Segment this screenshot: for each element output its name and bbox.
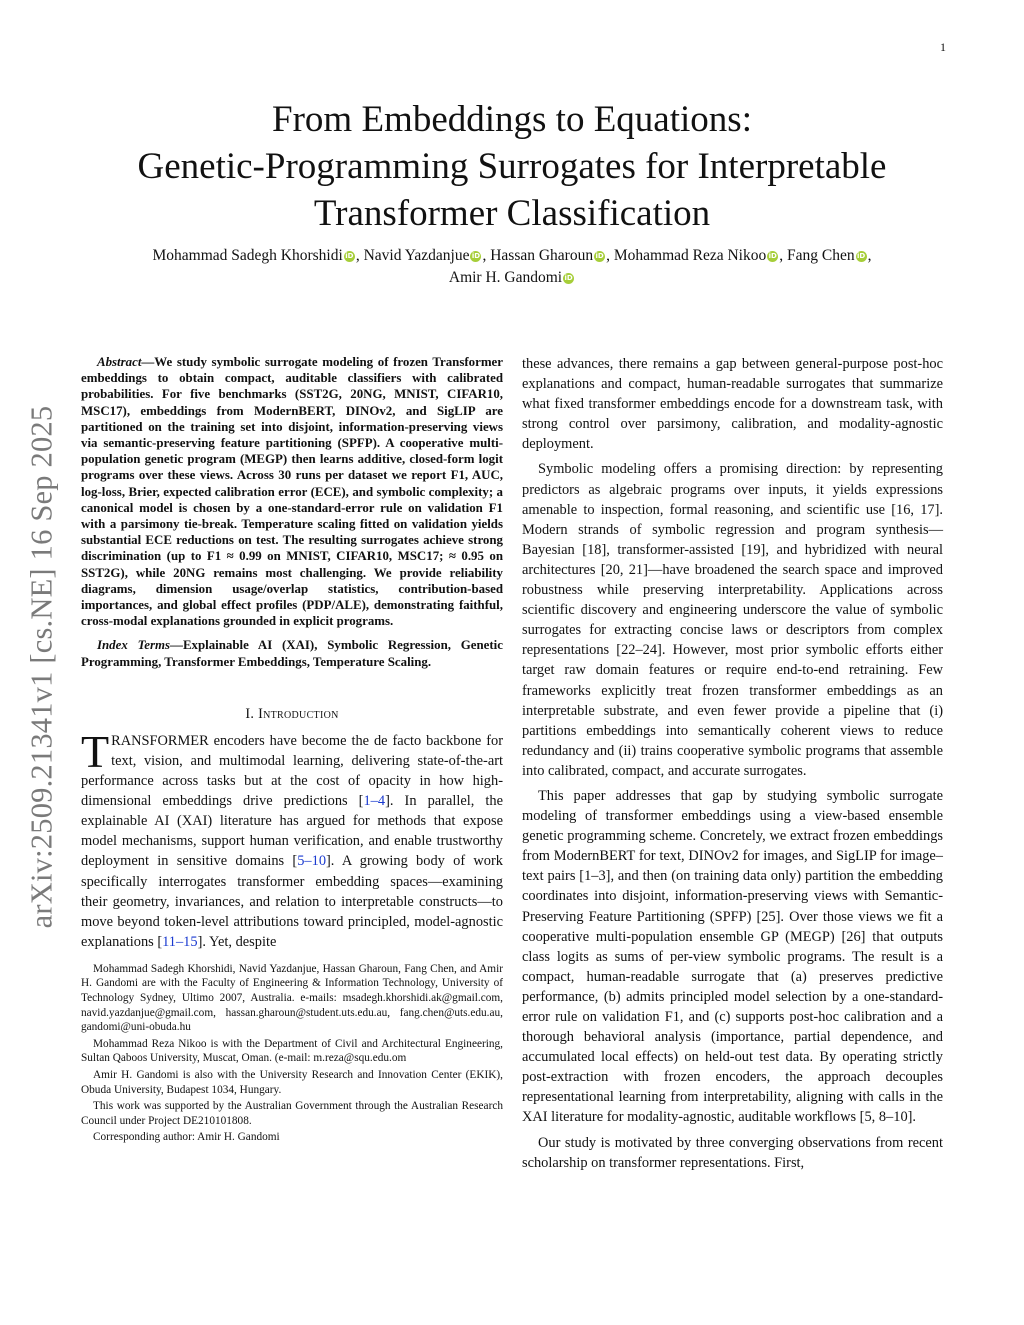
section-title: Introduction: [258, 705, 339, 722]
footnote: Mohammad Reza Nikoo is with the Department of Civil and Architectural Engineering, Sultan Qaboos University, Muscat, Oman. (e-mail: m.reza@squ.edu.om: [81, 1037, 503, 1065]
arxiv-sidebar: [20, 372, 64, 962]
orcid-icon[interactable]: iD: [564, 274, 573, 282]
paragraph: these advances, there remains a gap between general-purpose post-hoc explanations and compact, human-readable surrogates that summarize what fixed transformer embeddings encode for a downstream task, with strong control over parsimony, calibration, and modality-agnostic deployment.: [522, 356, 943, 453]
author-name: Mohammad Reza Nikoo: [613, 247, 767, 264]
orcid-icon[interactable]: iD: [768, 252, 777, 260]
title-line-3: Transformer Classification: [313, 193, 711, 234]
author-name: Mohammad Sadegh Khorshidi: [152, 247, 343, 264]
first-word-rest: RANSFORMER: [111, 732, 209, 749]
citation-link[interactable]: 11–15: [162, 933, 198, 950]
author-name: Navid Yazdanjue: [363, 247, 470, 264]
orcid-icon[interactable]: iD: [345, 252, 354, 260]
arxiv-identifier: arXiv:2509.21341v1 [cs.NE] 16 Sep 2025: [24, 405, 59, 929]
intro-text: ]. In parallel, the explainable AI (XAI) literature has argued for methods that expose model mechanisms, support human verification, and enable trustworthy deployment in sensitive domains [: [81, 793, 503, 870]
left-column: [81, 354, 503, 1147]
intro-text: ]. A growing body of work specifically interrogates transformer embedding spaces—examining their geometry, invariances, and relation to interpretable constructs—to move beyond token-level attributions toward principled, model-agnostic explanations [: [81, 853, 503, 950]
abstract-label: Abstract: [97, 355, 142, 369]
orcid-icon[interactable]: iD: [856, 252, 866, 260]
author-name: Amir H. Gandomi: [448, 269, 563, 286]
intro-paragraph: [81, 725, 503, 952]
paragraph: This paper addresses that gap by studying symbolic surrogate modeling of transformer embeddings using a view-based ensemble genetic programming scheme. Concretely, we extract frozen embeddings from ModernBERT for text, DINOv2 for images, and SigLIP for image–text pairs [1–3], and then (on training data only) partition the embedding coordinates into disjoint, information-preserving views with Semantic-Preserving Feature Partitioning (SPFP) [25]. Over those views we fit a cooperative multi-population ensemble GP (MEGP) [26] that outputs class logits as sums of per-view symbolic programs. The result is a compact, human-readable surrogate that (a) preserves predictive performance, (b) admits principled model selection by a one-standard-error rule on validation F1, and (c) supports post-hoc calibration and a thorough behavioral analysis (importance, partial dependence, and accumulated local effects) on held-out test data. By operating strictly post-extraction with frozen encoders, the approach decouples representational learning from interpretability, aligning with calls in the XAI literature for modality-agnostic, auditable workflows [5, 8–10].: [522, 787, 943, 1126]
citation-link[interactable]: 1–4: [363, 793, 386, 810]
abstract: [81, 354, 503, 629]
section-numeral: I.: [245, 705, 255, 722]
author-list: Mohammad Sadegh Khorshidi iD , Navid Yazdanjue iD , Hassan Gharoun iD , Mohammad Reza Nikoo iD , Fang Chen iD , Amir H. Gandomi iD: [152, 247, 872, 286]
page-number: 1: [940, 40, 946, 54]
footnote: Corresponding author: Amir H. Gandomi: [93, 1131, 280, 1144]
footnote: Mohammad Sadegh Khorshidi, Navid Yazdanjue, Hassan Gharoun, Fang Chen, and Amir H. Gandomi are with the Faculty of Engineering & Information Technology, University of Technology Sydney, Ultimo 2007, Australia. e-mails: msadegh.khorshidi.ak@gmail.com, navid.yazdanjue@gmail.com, hassan.gharoun@student.uts.edu.au, fang.chen@uts.edu.au, gandomi@uni-obuda.hu: [81, 962, 503, 1034]
orcid-icon[interactable]: iD: [595, 252, 604, 260]
section-heading: [81, 706, 503, 723]
index-terms-label: Index Terms: [97, 638, 171, 653]
title-line-1: From Embeddings to Equations:: [272, 99, 752, 140]
footnote: This work was supported by the Australian Government through the Australian Research Council under Project DE210101808.: [81, 1100, 503, 1127]
paragraph: Our study is motivated by three converging observations from recent scholarship on transformer representations. First,: [522, 1134, 943, 1171]
intro-text: encoders have become the de facto backbone for text, vision, and multimodal learning, delivering state-of-the-art performance across tasks but at the cost of opacity in how high-dimensional embeddings drive predictions [: [81, 732, 503, 810]
citation-link[interactable]: 5–10: [297, 853, 327, 870]
introduction-body: [81, 725, 503, 952]
footnotes: [81, 962, 503, 1145]
drop-cap: T: [81, 725, 110, 777]
paragraph: Symbolic modeling offers a promising direction: by representing predictors as algebraic programs over inputs, it yields expressions amenable to inspection, formal reasoning, and scientific use [16, 17]. Modern strands of symbolic regression and program synthesis—Bayesian [18], transformer-assisted [19], and hybridized with neural architectures [20, 21]—have broadened the search space and improved robustness while preserving interpretability. Applications across scientific discovery and engineering underscore the value of symbolic surrogates for extracting concise laws or descriptors from complex representations [22–24]. However, most prior symbolic efforts either target raw domain features or require end-to-end retraining. Few frameworks explicitly treat frozen transformer embeddings as an interpretable substrate, and even fewer provide a pipeline that (i) partitions embeddings into semantically coherent views to reduce redundancy and (ii) trains cooperative symbolic programs that assemble into calibrated, compact, and accurate surrogates.: [522, 461, 943, 779]
paper-title: [80, 96, 944, 237]
right-column: [522, 354, 943, 1178]
abstract-text: —We study symbolic surrogate modeling of frozen Transformer embeddings to obtain compact, auditable classifiers with calibrated probabilities. For five benchmarks (SST2G, 20NG, MNIST, CIFAR10, MSC17), embeddings from ModernBERT, DINOv2, and SigLIP are partitioned on the training set into disjoint, information-preserving views via semantic-preserving feature partitioning (SPFP). A cooperative multi-population genetic program (MEGP) then learns additive, closed-form logit programs over these views. Across 30 runs per dataset we report F1, AUC, log-loss, Brier, expected calibration error (ECE), and symbolic complexity; a canonical model is chosen by a one-standard-error rule on validation F1 with a parsimony tie-break. Temperature scaling fitted on validation yields substantial ECE reductions on test. The resulting surrogates achieve strong discrimination (up to F1 ≈ 0.99 on MNIST, CIFAR10, MSC17; ≈ 0.95 on SST2G), while 20NG remains most challenging. We provide reliability diagrams, dimension usage/overlap statistics, contribution-based importances, and global effect profiles (PDP/ALE), demonstrating faithful, cross-modal explanations grounded in explicit programs.: [81, 355, 503, 629]
author-name: Hassan Gharoun: [490, 247, 594, 264]
author-name: Fang Chen: [787, 247, 855, 264]
orcid-icon[interactable]: iD: [471, 252, 481, 260]
intro-text: ]. Yet, despite: [197, 933, 277, 950]
footnote: Amir H. Gandomi is also with the University Research and Innovation Center (EKIK), Obuda University, Budapest 1034, Hungary.: [81, 1069, 503, 1096]
title-line-2: Genetic-Programming Surrogates for Interpretable: [137, 146, 887, 187]
index-terms-text: —Explainable AI (XAI), Symbolic Regression, Genetic Programming, Transformer Embeddings, Temperature Scaling.: [81, 638, 503, 669]
index-terms: [81, 637, 503, 669]
